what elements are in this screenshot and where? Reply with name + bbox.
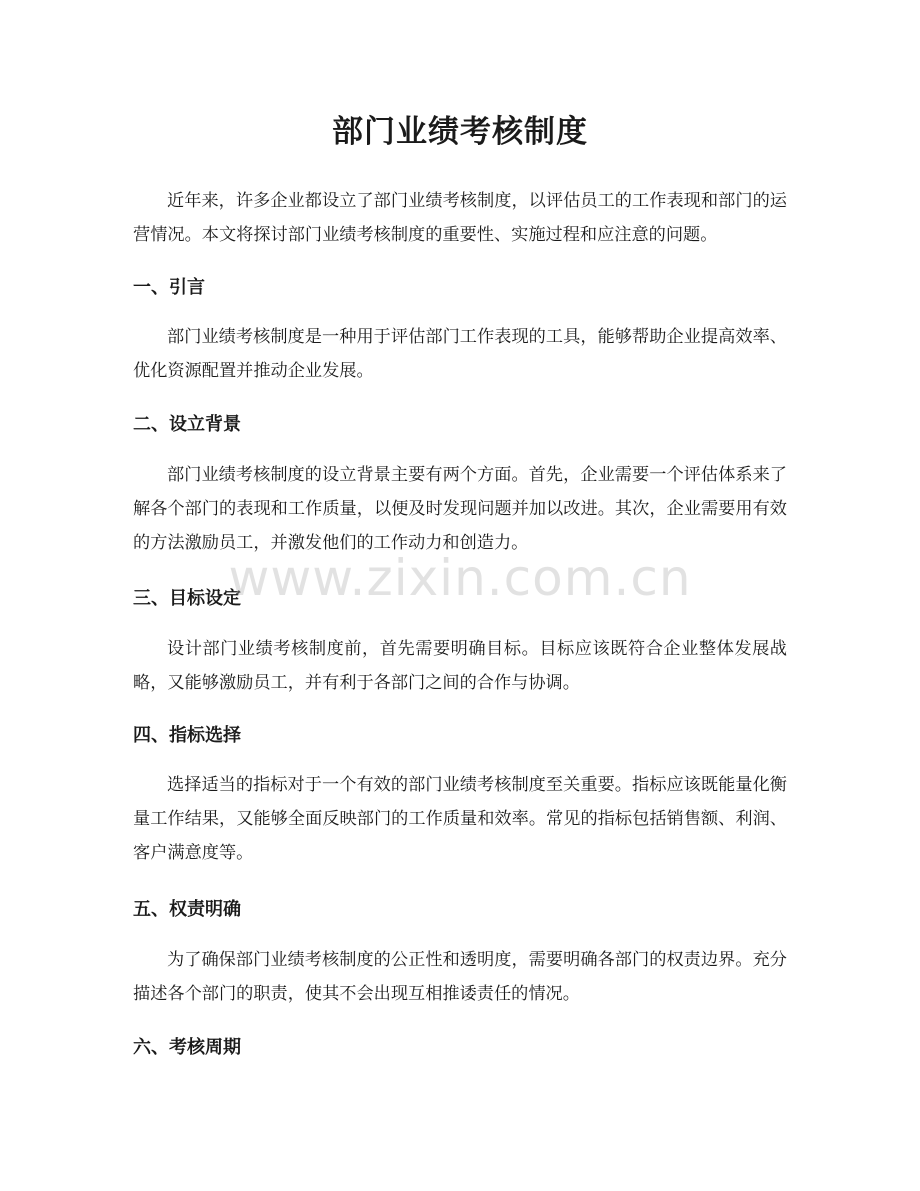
document-title: 部门业绩考核制度 xyxy=(332,114,588,150)
intro-paragraph: 近年来，许多企业都设立了部门业绩考核制度，以评估员工的工作表现和部门的运营情况。本文将探讨部门业绩考核制度的重要性、实施过程和应注意的问题。 xyxy=(133,191,787,245)
section-heading-cycle: 六、考核周期 xyxy=(133,1037,241,1058)
watermark: www.zixin.com.cn xyxy=(228,549,692,607)
section-heading-responsibility: 五、权责明确 xyxy=(133,899,241,920)
section-body-goals: 设计部门业绩考核制度前，首先需要明确目标。目标应该既符合企业整体发展战略，又能够激励员工，并有利于各部门之间的合作与协调。 xyxy=(133,639,787,693)
section-heading-goals: 三、目标设定 xyxy=(133,588,241,609)
section-heading-intro: 一、引言 xyxy=(133,277,205,298)
section-body-responsibility: 为了确保部门业绩考核制度的公正性和透明度，需要明确各部门的权责边界。充分描述各个部门的职责，使其不会出现互相推诿责任的情况。 xyxy=(133,950,787,1004)
section-heading-indicators: 四、指标选择 xyxy=(133,725,241,746)
section-body-background: 部门业绩考核制度的设立背景主要有两个方面。首先，企业需要一个评估体系来了解各个部门的表现和工作质量，以便及时发现问题并加以改进。其次，企业需要用有效的方法激励员工，并激发他们的工作动力和创造力。 xyxy=(133,465,787,553)
section-body-indicators: 选择适当的指标对于一个有效的部门业绩考核制度至关重要。指标应该既能量化衡量工作结果，又能够全面反映部门的工作质量和效率。常见的指标包括销售额、利润、客户满意度等。 xyxy=(133,775,787,863)
section-heading-background: 二、设立背景 xyxy=(133,414,241,435)
section-body-intro: 部门业绩考核制度是一种用于评估部门工作表现的工具，能够帮助企业提高效率、优化资源配置并推动企业发展。 xyxy=(133,327,787,381)
